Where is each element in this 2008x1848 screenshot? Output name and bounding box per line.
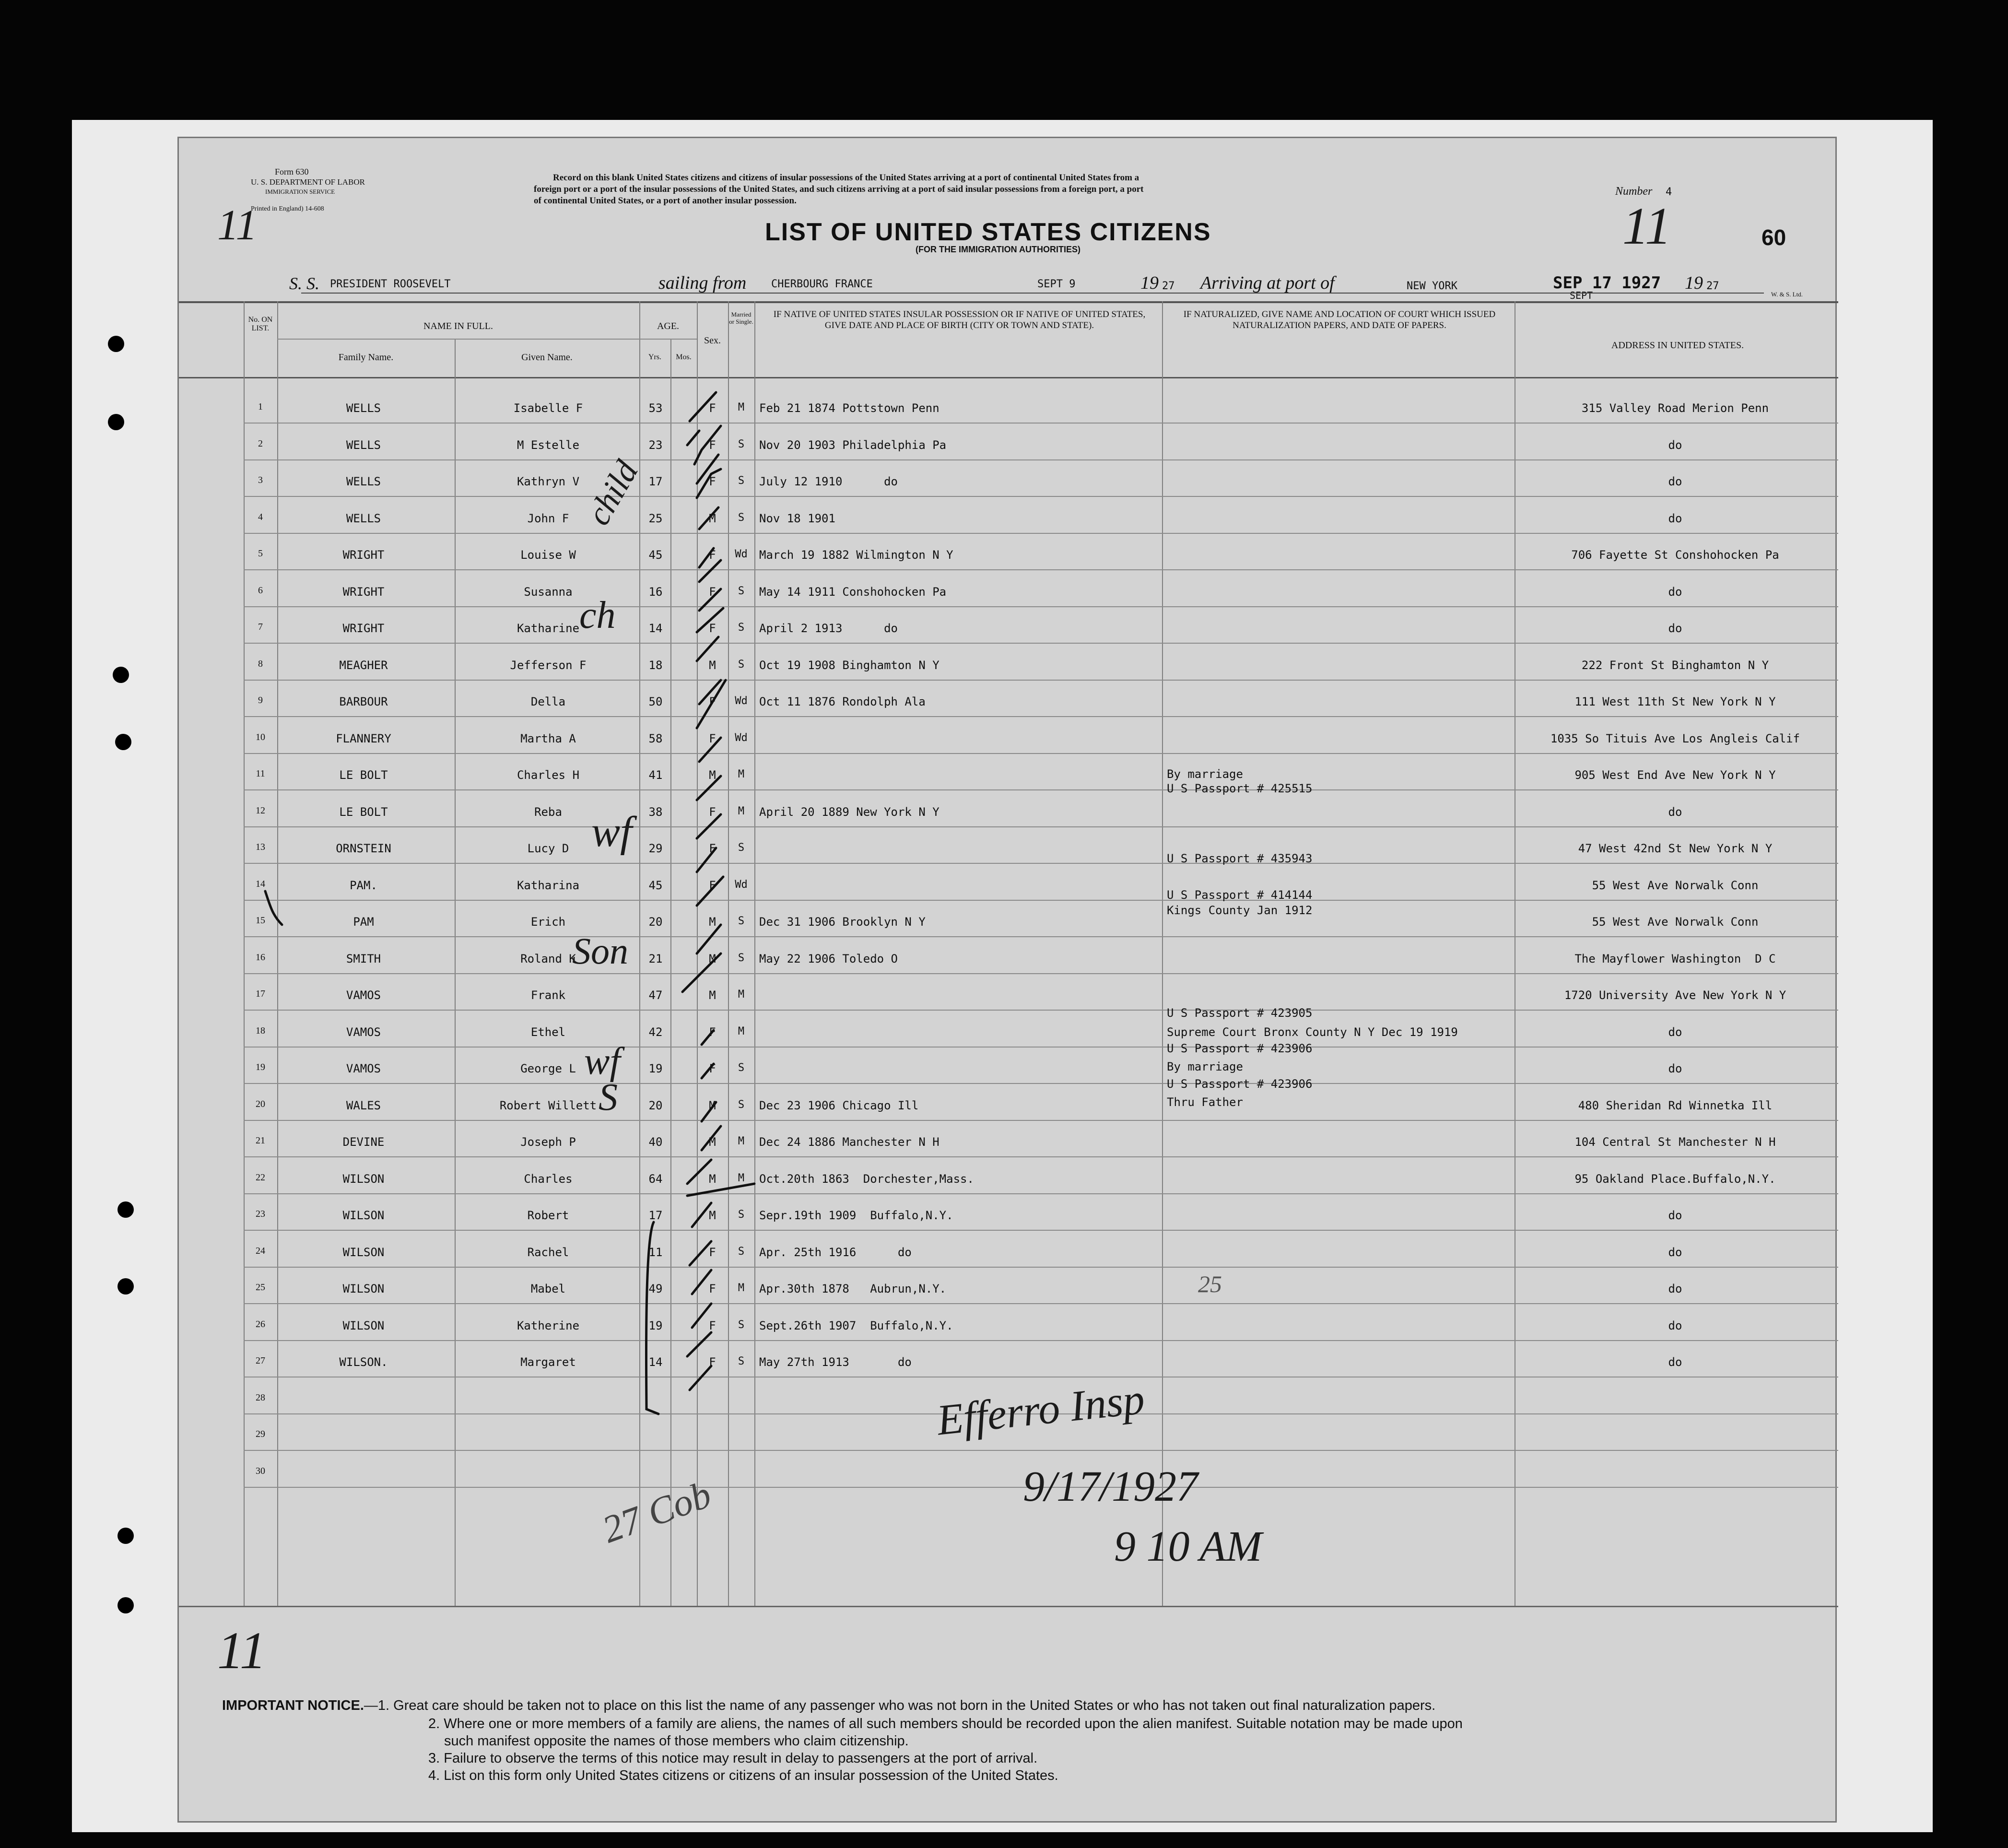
cell-given: Kathryn V xyxy=(517,475,580,488)
cell-family: WRIGHT xyxy=(342,585,385,599)
instruction-line-2: foreign port or a port of the insular possessions of the United States, and such citizens arriving at a port of said insular possessions from a foreign port, a port xyxy=(534,184,1144,194)
cell-address: 480 Sheridan Rd Winnetka Ill xyxy=(1578,1098,1773,1112)
cell-family: VAMOS xyxy=(346,1025,381,1039)
number-label: Number xyxy=(1615,185,1653,198)
cell-age: 19 xyxy=(648,1318,663,1332)
cell-ms: S xyxy=(738,915,745,927)
cell-birth: Apr.30th 1878 Aubrun,N.Y. xyxy=(759,1282,947,1295)
handwritten-note-wf: wf xyxy=(591,808,633,856)
cell-no: 24 xyxy=(256,1245,265,1256)
cell-age: 20 xyxy=(648,915,663,929)
notice-item: —1. Great care should be taken not to place on this list the name of any passenger who was not born in the United States or who has not taken out final naturalization papers. xyxy=(364,1698,1436,1713)
cell-address: 55 West Ave Norwalk Conn xyxy=(1592,878,1759,892)
cell-family: WELLS xyxy=(346,475,381,488)
cell-ms: M xyxy=(738,805,745,817)
cell-age: 38 xyxy=(648,805,663,819)
inspection-time: 9 10 AM xyxy=(1114,1523,1262,1570)
col-naturalization: IF NATURALIZED, GIVE NAME AND LOCATION OF COURT WHICH ISSUED NATURALIZATION PAPERS, AND DATE OF PAPERS. xyxy=(1183,309,1496,330)
cell-address: do xyxy=(1668,1062,1682,1075)
handwritten-checkmarks xyxy=(179,138,1838,1824)
cell-family: VAMOS xyxy=(346,1062,381,1075)
cell-given: Roland K xyxy=(520,952,576,965)
page-number: 60 xyxy=(1761,225,1786,250)
handwritten-note-son: Son xyxy=(572,930,628,972)
cell-ms: S xyxy=(738,511,745,524)
printer-mark: W. & S. Ltd. xyxy=(1771,291,1803,298)
cell-birth: Nov 20 1903 Philadelphia Pa xyxy=(759,438,947,452)
naturalization-note: Thru Father xyxy=(1167,1095,1243,1109)
naturalization-note: U S Passport # 423906 xyxy=(1167,1042,1313,1055)
cell-family: LE BOLT xyxy=(339,768,388,782)
cell-age: 20 xyxy=(648,1098,663,1112)
sailing-date: SEPT 9 xyxy=(1037,278,1076,290)
notice-heading: IMPORTANT NOTICE. xyxy=(222,1698,364,1713)
cell-age: 49 xyxy=(648,1282,663,1295)
department: U. S. DEPARTMENT OF LABOR xyxy=(251,177,365,187)
handwritten-mark-bottom: 11 xyxy=(217,1621,266,1680)
cell-given: Katharine xyxy=(517,622,580,635)
cell-age: 45 xyxy=(648,548,663,562)
cell-given: Frank xyxy=(530,989,566,1002)
cell-family: WELLS xyxy=(346,438,381,452)
col-age-yrs: Yrs. xyxy=(648,353,662,361)
naturalization-note: U S Passport # 414144 xyxy=(1167,888,1313,902)
naturalization-note: Supreme Court Bronx County N Y Dec 19 1919 xyxy=(1167,1025,1458,1039)
cell-birth: Nov 18 1901 xyxy=(759,511,835,525)
cell-sex: M xyxy=(709,989,716,1002)
cell-family: PAM. xyxy=(350,878,377,892)
cell-family: FLANNERY xyxy=(336,731,391,745)
cell-family: ORNSTEIN xyxy=(336,842,391,855)
cell-no: 30 xyxy=(256,1465,265,1476)
cell-no: 16 xyxy=(256,952,265,963)
notice-item: 4. List on this form only United States citizens or citizens of an insular possession of the United States. xyxy=(428,1768,1058,1783)
binder-hole xyxy=(108,414,124,430)
cell-no: 11 xyxy=(256,768,265,779)
cell-address: do xyxy=(1668,438,1682,452)
cell-age: 19 xyxy=(648,1062,663,1075)
cell-given: Margaret xyxy=(520,1355,576,1369)
cell-given: Erich xyxy=(530,915,566,929)
cell-ms: M xyxy=(738,1135,745,1147)
binder-hole xyxy=(113,667,129,683)
cell-given: Charles xyxy=(524,1172,573,1186)
binder-hole xyxy=(117,1278,134,1295)
cell-address: do xyxy=(1668,511,1682,525)
cell-address: 1720 University Ave New York N Y xyxy=(1564,989,1786,1002)
cell-ms: S xyxy=(738,1209,745,1221)
cell-no: 27 xyxy=(256,1355,265,1366)
cell-age: 41 xyxy=(648,768,663,782)
cell-ms: S xyxy=(738,658,745,671)
col-name-in-full: NAME IN FULL. xyxy=(423,321,493,331)
cell-sex: F xyxy=(709,1318,716,1332)
cell-birth: Oct.20th 1863 Dorchester,Mass. xyxy=(759,1172,974,1186)
cell-no: 22 xyxy=(256,1172,265,1183)
cell-family: MEAGHER xyxy=(339,658,388,672)
cell-address: 706 Fayette St Conshohocken Pa xyxy=(1571,548,1779,562)
cell-sex: F xyxy=(709,878,716,892)
cell-no: 19 xyxy=(256,1062,265,1072)
handwritten-number: 11 xyxy=(1622,197,1671,255)
cell-ms: M xyxy=(738,989,745,1001)
cell-family: WILSON xyxy=(342,1209,385,1222)
cell-ms: S xyxy=(738,438,745,450)
cell-age: 17 xyxy=(648,475,663,488)
cell-address: 104 Central St Manchester N H xyxy=(1574,1135,1776,1149)
notice-item: such manifest opposite the names of those members who claim citizenship. xyxy=(444,1733,909,1749)
cell-age: 53 xyxy=(648,401,663,415)
cell-no: 4 xyxy=(258,511,263,522)
cell-no: 15 xyxy=(256,915,265,926)
cell-family: WELLS xyxy=(346,401,381,415)
table-bottom-rule xyxy=(179,1606,1838,1607)
naturalization-note: Kings County Jan 1912 xyxy=(1167,904,1313,917)
cell-no: 21 xyxy=(256,1135,265,1146)
cell-birth: July 12 1910 do xyxy=(759,475,898,488)
cell-sex: F xyxy=(709,548,716,562)
notice-item: 3. Failure to observe the terms of this notice may result in delay to passengers at the port of arrival. xyxy=(428,1751,1038,1766)
cell-given: Reba xyxy=(534,805,562,819)
cell-sex: F xyxy=(709,1355,716,1369)
cell-family: WILSON xyxy=(342,1172,385,1186)
col-birth-place: IF NATIVE OF UNITED STATES INSULAR POSSESSION OR IF NATIVE OF UNITED STATES, GIVE DATE AND PLACE OF BIRTH (CITY OR TOWN AND STATE). xyxy=(773,309,1146,330)
handwritten-note-child: child xyxy=(580,454,646,531)
cell-age: 25 xyxy=(648,511,663,525)
cell-sex: F xyxy=(709,438,716,452)
printed-note: Printed in England) 14-608 xyxy=(251,205,324,212)
cell-birth: April 20 1889 New York N Y xyxy=(759,805,939,819)
cell-ms: M xyxy=(738,1282,745,1294)
cell-given: Katherine xyxy=(517,1318,580,1332)
manifest-document xyxy=(177,137,1837,1823)
cell-given: Ethel xyxy=(530,1025,566,1039)
cell-age: 16 xyxy=(648,585,663,599)
handwritten-mark-top: 11 xyxy=(217,201,258,249)
col-address: ADDRESS IN UNITED STATES. xyxy=(1611,340,1744,351)
cell-no: 3 xyxy=(258,475,263,485)
cell-ms: Wd xyxy=(735,878,748,891)
cell-given: Mabel xyxy=(530,1282,566,1295)
cell-address: 111 West 11th St New York N Y xyxy=(1574,695,1776,708)
cell-birth: May 22 1906 Toledo O xyxy=(759,952,898,965)
cell-age: 21 xyxy=(648,952,663,965)
cell-address: 47 West 42nd St New York N Y xyxy=(1578,842,1773,855)
year-prefix: 19 xyxy=(1140,273,1159,293)
ship-name: PRESIDENT ROOSEVELT xyxy=(330,278,451,290)
cell-given: Jefferson F xyxy=(510,658,587,672)
cell-given: Della xyxy=(530,695,566,708)
cell-given: Charles H xyxy=(517,768,580,782)
cell-age: 47 xyxy=(648,989,663,1002)
cell-no: 5 xyxy=(258,548,263,559)
cell-given: Rachel xyxy=(527,1245,569,1259)
cell-no: 1 xyxy=(258,401,263,412)
cell-ms: M xyxy=(738,1172,745,1184)
cell-age: 64 xyxy=(648,1172,663,1186)
cell-no: 12 xyxy=(256,805,265,816)
cell-no: 17 xyxy=(256,989,265,999)
cell-ms: S xyxy=(738,585,745,597)
cell-sex: F xyxy=(709,695,716,708)
cell-family: DEVINE xyxy=(342,1135,385,1149)
cell-address: do xyxy=(1668,1209,1682,1222)
cell-given: Martha A xyxy=(520,731,576,745)
cell-address: do xyxy=(1668,1245,1682,1259)
cell-address: do xyxy=(1668,1282,1682,1295)
important-notice-line-1 xyxy=(222,1697,1435,1714)
cell-ms: S xyxy=(738,952,745,964)
cell-ms: M xyxy=(738,1025,745,1037)
cell-no: 14 xyxy=(256,878,265,889)
cell-given: Louise W xyxy=(520,548,576,562)
cell-birth: May 14 1911 Conshohocken Pa xyxy=(759,585,947,599)
cell-birth: Sept.26th 1907 Buffalo,N.Y. xyxy=(759,1318,953,1332)
cell-sex: M xyxy=(709,768,716,782)
cell-address: do xyxy=(1668,1318,1682,1332)
cell-no: 20 xyxy=(256,1098,265,1109)
cell-age: 11 xyxy=(648,1245,663,1259)
cell-address: do xyxy=(1668,622,1682,635)
col-family-name: Family Name. xyxy=(338,352,394,363)
cell-birth: Oct 19 1908 Binghamton N Y xyxy=(759,658,939,672)
arrival-stamp: SEP 17 1927 xyxy=(1553,273,1661,293)
cell-sex: M xyxy=(709,1172,716,1186)
sailing-from: CHERBOURG FRANCE xyxy=(771,278,873,290)
cell-family: SMITH xyxy=(346,952,381,965)
cell-age: 58 xyxy=(648,731,663,745)
cell-no: 9 xyxy=(258,695,263,706)
col-age: AGE. xyxy=(657,321,680,331)
naturalization-note: By marriage xyxy=(1167,767,1243,781)
cell-no: 23 xyxy=(256,1209,265,1219)
cell-family: LE BOLT xyxy=(339,805,388,819)
cell-given: George L xyxy=(520,1062,576,1075)
cell-sex: F xyxy=(709,585,716,599)
cell-family: WRIGHT xyxy=(342,622,385,635)
binder-hole xyxy=(117,1528,134,1544)
cell-address: 905 West End Ave New York N Y xyxy=(1574,768,1776,782)
cell-birth: Oct 11 1876 Rondolph Ala xyxy=(759,695,926,708)
cell-no: 18 xyxy=(256,1025,265,1036)
handwritten-note-wf: wf xyxy=(584,1040,621,1083)
cell-address: do xyxy=(1668,585,1682,599)
cell-sex: M xyxy=(709,1209,716,1222)
naturalization-note: U S Passport # 423905 xyxy=(1167,1006,1313,1020)
cell-ms: S xyxy=(738,1098,745,1111)
cell-no: 7 xyxy=(258,622,263,632)
cell-age: 45 xyxy=(648,878,663,892)
cell-age: 23 xyxy=(648,438,663,452)
cell-ms: S xyxy=(738,622,745,634)
cell-given: M Estelle xyxy=(517,438,580,452)
cell-address: do xyxy=(1668,1025,1682,1039)
form-number: Form 630 xyxy=(275,167,309,177)
cell-birth: Sepr.19th 1909 Buffalo,N.Y. xyxy=(759,1209,953,1222)
cell-no: 28 xyxy=(256,1392,265,1403)
cell-age: 14 xyxy=(648,622,663,635)
cell-sex: F xyxy=(709,475,716,488)
cell-age: 17 xyxy=(648,1209,663,1222)
cell-age: 29 xyxy=(648,842,663,855)
cell-age: 18 xyxy=(648,658,663,672)
naturalization-note: By marriage xyxy=(1167,1060,1243,1073)
page-subtitle: (FOR THE IMMIGRATION AUTHORITIES) xyxy=(916,245,1080,254)
ss-label: S. S. xyxy=(289,274,319,293)
cell-given: Lucy D xyxy=(527,842,569,855)
cell-sex: F xyxy=(709,401,716,415)
inspection-date: 9/17/1927 xyxy=(1023,1463,1198,1510)
cell-sex: F xyxy=(709,1025,716,1039)
cell-birth: Dec 31 1906 Brooklyn N Y xyxy=(759,915,926,929)
cell-address: The Mayflower Washington D C xyxy=(1574,952,1776,965)
cell-given: Joseph P xyxy=(520,1135,576,1149)
service: IMMIGRATION SERVICE xyxy=(265,188,335,195)
arriving-label: Arriving at port of xyxy=(1200,273,1335,293)
cell-birth: May 27th 1913 do xyxy=(759,1355,912,1369)
cell-given: Katharina xyxy=(517,878,580,892)
cell-no: 10 xyxy=(256,731,265,742)
cell-family: WILSON xyxy=(342,1318,385,1332)
cell-family: VAMOS xyxy=(346,989,381,1002)
cell-address: 1035 So Tituis Ave Los Angleis Calif xyxy=(1550,731,1800,745)
cell-family: WRIGHT xyxy=(342,548,385,562)
cell-no: 2 xyxy=(258,438,263,449)
cell-sex: F xyxy=(709,1245,716,1259)
cell-ms: Wd xyxy=(735,548,748,560)
cell-ms: M xyxy=(738,401,745,413)
arrival-year: 27 xyxy=(1706,280,1719,292)
cell-address: do xyxy=(1668,1355,1682,1369)
col-sex: Sex. xyxy=(704,335,721,346)
cell-age: 50 xyxy=(648,695,663,708)
cell-sex: F xyxy=(709,1282,716,1295)
col-given-name: Given Name. xyxy=(521,352,573,363)
cell-sex: F xyxy=(709,805,716,819)
cell-ms: S xyxy=(738,1355,745,1367)
cell-no: 6 xyxy=(258,585,263,596)
cell-given: Robert Willett xyxy=(499,1098,597,1112)
cell-birth: Apr. 25th 1916 do xyxy=(759,1245,912,1259)
cell-sex: F xyxy=(709,731,716,745)
col-married-single: Married or Single. xyxy=(729,311,753,325)
cell-family: WILSON xyxy=(342,1245,385,1259)
cell-family: WILSON. xyxy=(339,1355,388,1369)
cell-family: BARBOUR xyxy=(339,695,388,708)
arrival-date: SEPT xyxy=(1570,290,1593,301)
col-age-mos: Mos. xyxy=(676,353,692,361)
cell-birth: Dec 23 1906 Chicago Ill xyxy=(759,1098,919,1112)
cell-age: 14 xyxy=(648,1355,663,1369)
cell-no: 26 xyxy=(256,1318,265,1330)
cell-sex: M xyxy=(709,1135,716,1149)
cell-sex: M xyxy=(709,952,716,965)
naturalization-note: U S Passport # 435943 xyxy=(1167,852,1313,865)
arrival-port: NEW YORK xyxy=(1407,280,1457,292)
cell-sex: M xyxy=(709,658,716,672)
cell-sex: F xyxy=(709,1062,716,1075)
cell-family: WALES xyxy=(346,1098,381,1112)
handwritten-initials: 27 Cob xyxy=(597,1473,717,1552)
instruction-line-1: Record on this blank United States citizens and citizens of insular possessions of the United States arriving at a port of continental United States from a xyxy=(553,173,1139,183)
cell-address: 315 Valley Road Merion Penn xyxy=(1581,401,1769,415)
cell-family: WILSON xyxy=(342,1282,385,1295)
cell-given: Robert xyxy=(527,1209,569,1222)
cell-address: 222 Front St Binghamton N Y xyxy=(1581,658,1769,672)
cell-address: do xyxy=(1668,805,1682,819)
inspector-signature: Efferro Insp xyxy=(935,1375,1147,1445)
cell-sex: M xyxy=(709,1098,716,1112)
cell-ms: Wd xyxy=(735,695,748,707)
cell-given: Susanna xyxy=(524,585,573,599)
cell-ms: M xyxy=(738,768,745,780)
cell-address: do xyxy=(1668,475,1682,488)
cell-no: 8 xyxy=(258,658,263,669)
cell-address: 55 West Ave Norwalk Conn xyxy=(1592,915,1759,929)
cell-family: WELLS xyxy=(346,511,381,525)
instruction-line-3: of continental United States, or a port of another insular possession. xyxy=(534,196,797,206)
cell-given: Isabelle F xyxy=(513,401,583,415)
handwritten-note-s: S xyxy=(599,1076,618,1118)
cell-ms: Wd xyxy=(735,731,748,744)
cell-no: 25 xyxy=(256,1282,265,1293)
cell-ms: S xyxy=(738,842,745,854)
cell-given: John F xyxy=(527,511,569,525)
cell-ms: S xyxy=(738,1318,745,1331)
binder-hole xyxy=(117,1201,134,1218)
naturalization-note: U S Passport # 423906 xyxy=(1167,1077,1313,1091)
arrival-year-prefix: 19 xyxy=(1685,273,1703,293)
naturalization-note: U S Passport # 425515 xyxy=(1167,782,1313,795)
cell-family: PAM xyxy=(353,915,374,929)
cell-ms: S xyxy=(738,1062,745,1074)
binder-hole xyxy=(115,734,131,750)
cell-no: 29 xyxy=(256,1429,265,1439)
col-no: No. ON LIST. xyxy=(248,316,273,332)
sailing-label: sailing from xyxy=(658,273,747,293)
handwritten-note-ch: ch xyxy=(579,594,616,636)
cell-sex: F xyxy=(709,842,716,855)
cell-birth: Feb 21 1874 Pottstown Penn xyxy=(759,401,939,415)
cell-no: 13 xyxy=(256,842,265,852)
cell-age: 42 xyxy=(648,1025,663,1039)
page-title: LIST OF UNITED STATES CITIZENS xyxy=(765,218,1211,246)
cell-birth: Dec 24 1886 Manchester N H xyxy=(759,1135,939,1149)
binder-hole xyxy=(117,1597,134,1613)
handwritten-25: 25 xyxy=(1198,1271,1222,1297)
cell-address: 95 Oakland Place.Buffalo,N.Y. xyxy=(1574,1172,1776,1186)
number-value: 4 xyxy=(1666,186,1672,198)
cell-sex: F xyxy=(709,622,716,635)
cell-age: 40 xyxy=(648,1135,663,1149)
cell-sex: M xyxy=(709,511,716,525)
binder-hole xyxy=(108,336,124,352)
cell-birth: March 19 1882 Wilmington N Y xyxy=(759,548,953,562)
cell-birth: April 2 1913 do xyxy=(759,622,898,635)
cell-ms: S xyxy=(738,475,745,487)
cell-ms: S xyxy=(738,1245,745,1258)
cell-sex: M xyxy=(709,915,716,929)
notice-item: 2. Where one or more members of a family are aliens, the names of all such members should be recorded upon the alien manifest. Suitable notation may be made upon xyxy=(428,1716,1463,1731)
sailing-year: 27 xyxy=(1162,280,1175,292)
